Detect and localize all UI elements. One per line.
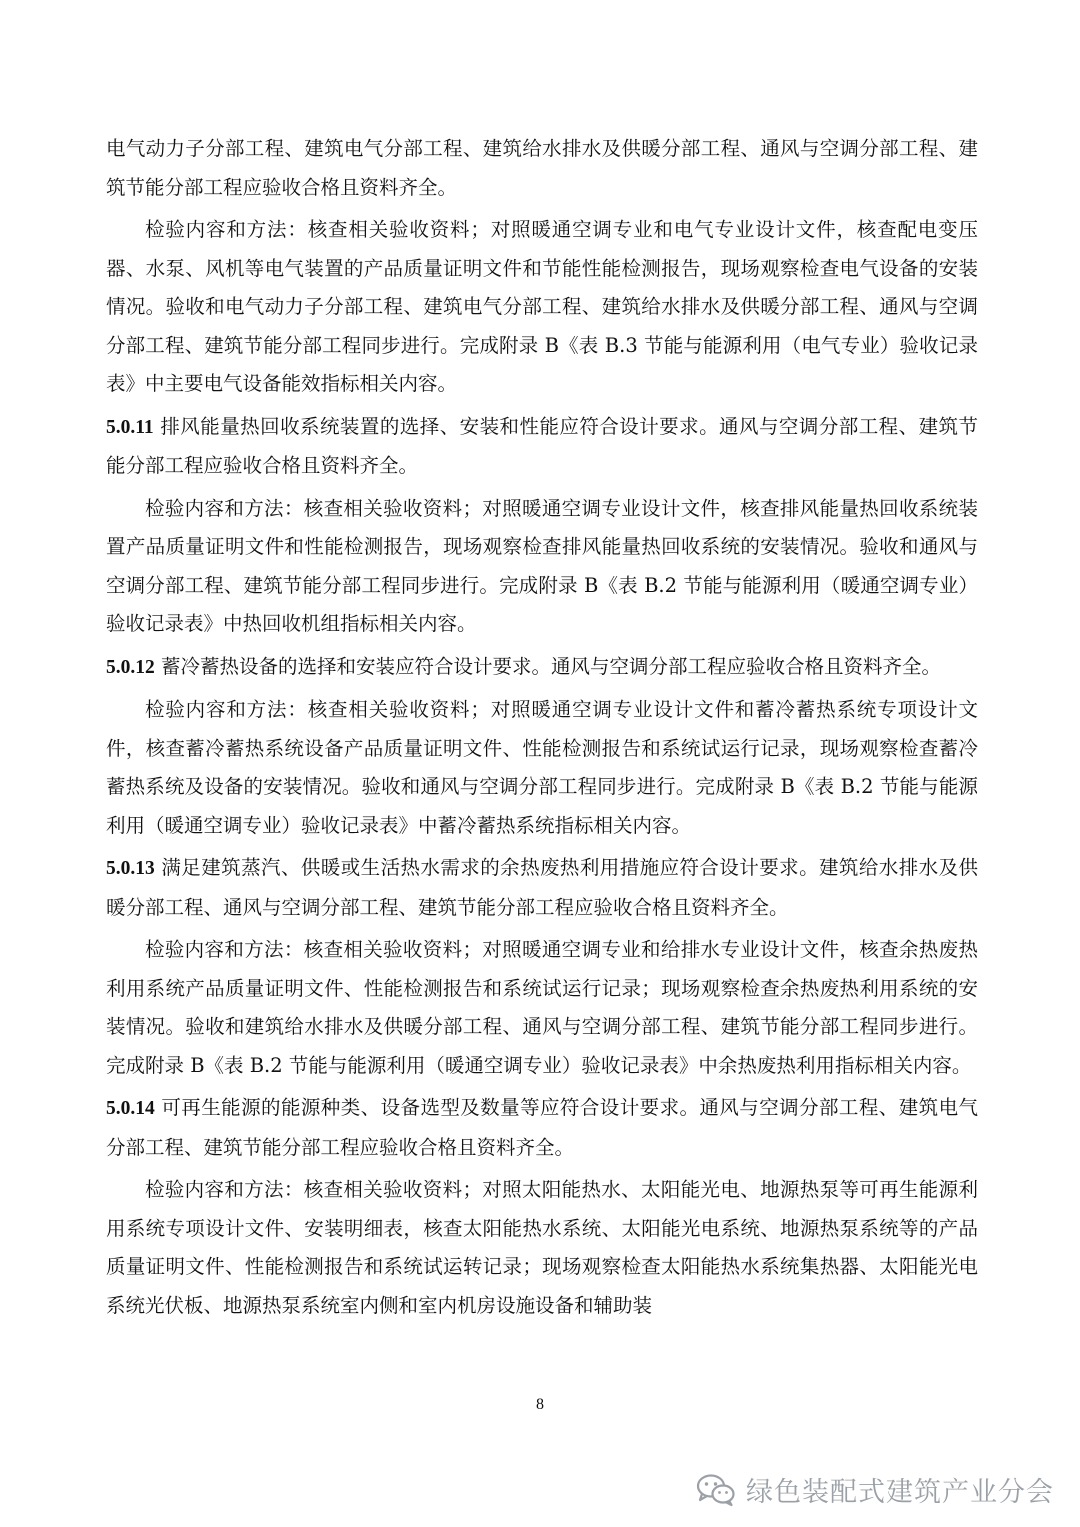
paragraph-text: 蓄冷蓄热设备的选择和安装应符合设计要求。通风与空调分部工程应验收合格且资料齐全。	[154, 654, 941, 678]
watermark-text: 绿色装配式建筑产业分会	[746, 1477, 1054, 1508]
paragraph-text: 检验内容和方法：核查相关验收资料；对照暖通空调专业设计文件和蓄冷蓄热系统专项设计文件，核查蓄冷蓄热系统设备产品质量证明文件、性能检测报告和系统试运行记录，现场观察检查蓄冷蓄热系统及设备的安装情况。验收和通风与空调分部工程同步进行。完成附录 B《表 B.2 节能与能源利用（暖通空调专业）验收记录表》中蓄冷蓄热系统指标相关内容。	[106, 698, 978, 837]
paragraph-text: 可再生能源的能源种类、设备选型及数量等应符合设计要求。通风与空调分部工程、建筑电气分部工程、建筑节能分部工程应验收合格且资料齐全。	[106, 1096, 978, 1159]
paragraph-text: 检验内容和方法：核查相关验收资料；对照暖通空调专业和给排水专业设计文件，核查余热废热利用系统产品质量证明文件、性能检测报告和系统试运行记录；现场观察检查余热废热利用系统的安装情况。验收和建筑给水排水及供暖分部工程、通风与空调分部工程、建筑节能分部工程同步进行。完成附录 B《表 B.2 节能与能源利用（暖通空调专业）验收记录表》中余热废热利用指标相关内容。	[106, 938, 978, 1077]
paragraph	[106, 211, 978, 404]
paragraph	[106, 490, 978, 644]
paragraph-text: 满足建筑蒸汽、供暖或生活热水需求的余热废热利用措施应符合设计要求。建筑给水排水及供暖分部工程、通风与空调分部工程、建筑节能分部工程应验收合格且资料齐全。	[106, 856, 978, 919]
clause-number: 5.0.11	[106, 416, 154, 438]
clause-number: 5.0.13	[106, 858, 155, 879]
paragraph	[106, 691, 978, 845]
paragraph-text: 排风能量热回收系统装置的选择、安装和性能应符合设计要求。通风与空调分部工程、建筑节能分部工程应验收合格且资料齐全。	[106, 414, 978, 477]
paragraph-text: 电气动力子分部工程、建筑电气分部工程、建筑给水排水及供暖分部工程、通风与空调分部工程、建筑节能分部工程应验收合格且资料齐全。	[106, 137, 978, 199]
clause-paragraph	[106, 648, 978, 688]
paragraph-text: 检验内容和方法：核查相关验收资料；对照暖通空调专业设计文件，核查排风能量热回收系统装置产品质量证明文件和性能检测报告，现场观察检查排风能量热回收系统的安装情况。验收和通风与空调分部工程、建筑节能分部工程同步进行。完成附录 B《表 B.2 节能与能源利用（暖通空调专业）验收记录表》中热回收机组指标相关内容。	[106, 496, 978, 635]
page-number: 8	[536, 1396, 544, 1413]
clause-number: 5.0.12	[106, 656, 155, 678]
document-body	[106, 130, 978, 1329]
paragraph	[106, 1171, 978, 1325]
paragraph	[106, 130, 978, 207]
paragraph	[106, 931, 978, 1085]
clause-paragraph	[106, 408, 978, 486]
clause-paragraph	[106, 1089, 978, 1167]
wechat-icon	[696, 1473, 736, 1507]
clause-number: 5.0.14	[106, 1098, 155, 1119]
watermark	[696, 1470, 1054, 1509]
paragraph-text: 检验内容和方法：核查相关验收资料；对照太阳能热水、太阳能光电、地源热泵等可再生能源利用系统专项设计文件、安装明细表，核查太阳能热水系统、太阳能光电系统、地源热泵系统等的产品质量证明文件、性能检测报告和系统试运转记录；现场观察检查太阳能热水系统集热器、太阳能光电系统光伏板、地源热泵系统室内侧和室内机房设施设备和辅助装	[106, 1178, 978, 1317]
paragraph-text: 检验内容和方法：核查相关验收资料；对照暖通空调专业和电气专业设计文件，核查配电变压器、水泵、风机等电气装置的产品质量证明文件和节能性能检测报告，现场观察检查电气设备的安装情况。验收和电气动力子分部工程、建筑电气分部工程、建筑给水排水及供暖分部工程、通风与空调分部工程、建筑节能分部工程同步进行。完成附录 B《表 B.3 节能与能源利用（电气专业）验收记录表》中主要电气设备能效指标相关内容。	[106, 218, 978, 395]
clause-paragraph	[106, 849, 978, 927]
